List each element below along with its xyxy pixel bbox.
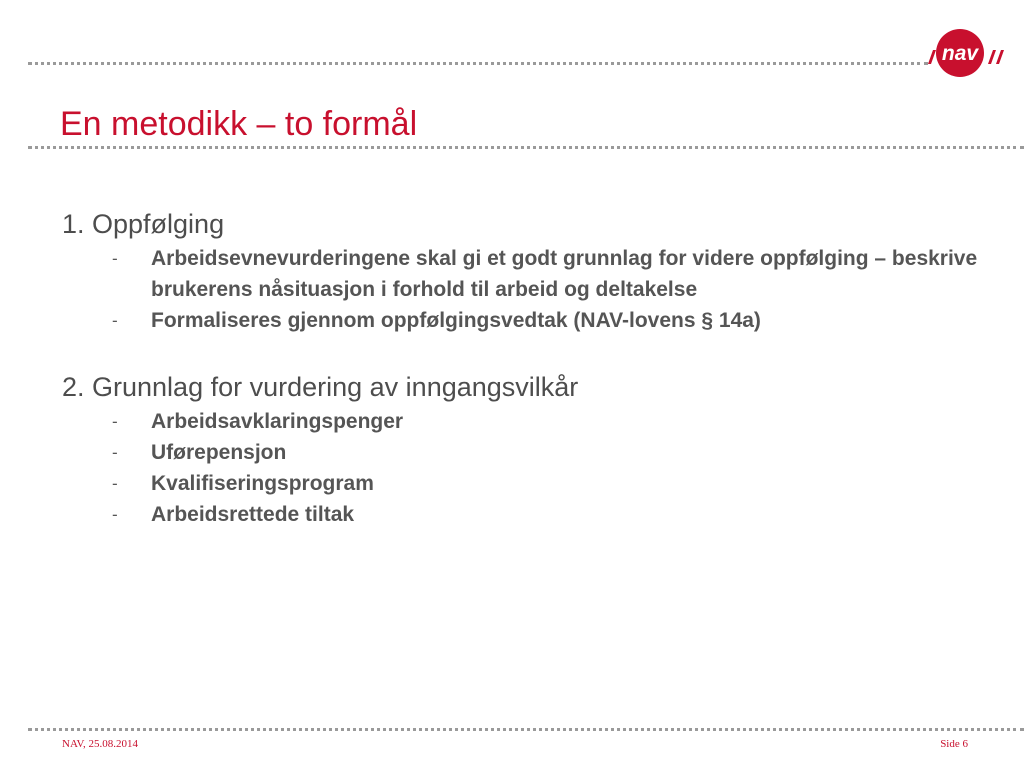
title-dotted-divider bbox=[28, 146, 1024, 149]
bullet-list bbox=[62, 406, 1002, 530]
top-dotted-divider bbox=[28, 62, 928, 65]
footer-page-number: Side 6 bbox=[940, 738, 968, 750]
list-item bbox=[62, 499, 1002, 530]
bullet-list bbox=[62, 243, 1002, 336]
list-item-text: Arbeidsrettede tiltak bbox=[151, 503, 355, 526]
slide-content bbox=[62, 205, 1002, 530]
list-item bbox=[62, 406, 1002, 437]
bottom-dotted-divider bbox=[28, 728, 1024, 731]
list-item-text: Formaliseres gjennom oppfølgingsvedtak (NAV-lovens § 14a) bbox=[151, 309, 761, 332]
section-oppfolging bbox=[62, 205, 1002, 336]
logo-right-slash-1 bbox=[988, 50, 996, 64]
slide-title: En metodikk – to formål bbox=[60, 105, 418, 143]
list-item-text: Arbeidsavklaringspenger bbox=[151, 410, 404, 433]
list-item bbox=[62, 437, 1002, 468]
logo-text: nav bbox=[941, 42, 979, 65]
list-item bbox=[62, 468, 1002, 499]
bullet-dash: - bbox=[112, 311, 118, 330]
list-item bbox=[62, 243, 1002, 305]
bullet-dash: - bbox=[112, 505, 118, 524]
list-item-text: Arbeidsevnevurderingene skal gi et godt grunnlag for videre oppfølging – beskrive brukerens nåsituasjon i forhold til arbeid og deltakelse bbox=[151, 247, 978, 301]
section-heading: 2. Grunnlag for vurdering av inngangsvilkår bbox=[62, 372, 579, 402]
bullet-dash: - bbox=[112, 412, 118, 431]
list-item-text: Uførepensjon bbox=[151, 441, 287, 464]
section-heading: 1. Oppfølging bbox=[62, 209, 225, 239]
list-item bbox=[62, 305, 1002, 336]
section-inngangsvilkar bbox=[62, 368, 1002, 530]
logo-right-slash-2 bbox=[996, 50, 1004, 64]
bullet-dash: - bbox=[112, 443, 118, 462]
list-item-text: Kvalifiseringsprogram bbox=[151, 472, 374, 495]
bullet-dash: - bbox=[112, 474, 118, 493]
bullet-dash: - bbox=[112, 249, 118, 268]
footer-date: NAV, 25.08.2014 bbox=[62, 738, 138, 750]
logo-left-slash bbox=[928, 50, 936, 64]
nav-logo bbox=[922, 26, 1012, 80]
